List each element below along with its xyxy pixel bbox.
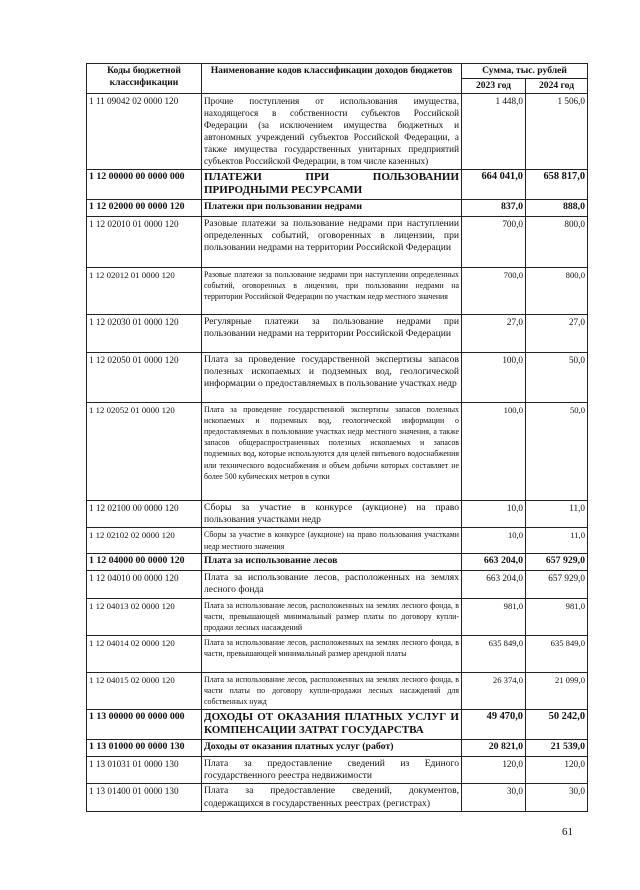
value-2023-cell: 981,0 <box>462 598 526 635</box>
value-2023-cell: 663 204,0 <box>462 570 526 598</box>
name-cell: Доходы от оказания платных услуг (работ) <box>202 739 462 756</box>
value-2024-cell: 658 817,0 <box>526 169 588 199</box>
table-row <box>87 570 588 598</box>
table-row <box>87 352 588 402</box>
code-cell: 1 12 02012 01 0000 120 <box>87 267 202 314</box>
code-cell: 1 12 02000 00 0000 120 <box>87 199 202 216</box>
value-2023-cell: 837,0 <box>462 199 526 216</box>
value-2024-cell: 635 849,0 <box>526 635 588 672</box>
table-row <box>87 672 588 709</box>
code-cell: 1 12 02102 02 0000 120 <box>87 528 202 553</box>
value-2024-cell: 120,0 <box>526 756 588 784</box>
name-cell: ДОХОДЫ ОТ ОКАЗАНИЯ ПЛАТНЫХ УСЛУГ И КОМПЕНСАЦИИ ЗАТРАТ ГОСУДАРСТВА <box>202 709 462 739</box>
table-row <box>87 598 588 635</box>
value-2023-cell: 700,0 <box>462 216 526 267</box>
name-cell: ПЛАТЕЖИ ПРИ ПОЛЬЗОВАНИИ ПРИРОДНЫМИ РЕСУРСАМИ <box>202 169 462 199</box>
value-2023-cell: 30,0 <box>462 784 526 812</box>
code-cell: 1 12 00000 00 0000 000 <box>87 169 202 199</box>
table-row <box>87 635 588 672</box>
code-cell: 1 12 04010 00 0000 120 <box>87 570 202 598</box>
header-year-2024: 2024 год <box>526 79 588 94</box>
table-row <box>87 553 588 570</box>
name-cell: Разовые платежи за пользование недрами при наступлении определенных событий, оговоренных в лицензии, при пользовании недрами на территории Российской Федерации по участкам недр местного значения <box>202 267 462 314</box>
value-2024-cell: 30,0 <box>526 784 588 812</box>
value-2024-cell: 21 539,0 <box>526 739 588 756</box>
name-cell: Плата за предоставление сведений из Единого государственного реестра недвижимости <box>202 756 462 784</box>
header-sum: Сумма, тыс. рублей <box>462 64 588 79</box>
value-2023-cell: 27,0 <box>462 314 526 352</box>
table-row <box>87 267 588 314</box>
table-row <box>87 528 588 553</box>
code-cell: 1 13 01400 01 0000 130 <box>87 784 202 812</box>
code-cell: 1 12 02030 01 0000 120 <box>87 314 202 352</box>
value-2023-cell: 635 849,0 <box>462 635 526 672</box>
code-cell: 1 12 04015 02 0000 120 <box>87 672 202 709</box>
name-cell: Прочие поступления от использования имущества, находящегося в собственности субъектов Российской Федерации (за исключением имущества бюджетных и автономных учреждений субъектов Российской Федерации, а также имущества государственных унитарных предприятий субъектов Российской Федерации, в том числе казенных) <box>202 94 462 170</box>
value-2024-cell: 981,0 <box>526 598 588 635</box>
name-cell: Плата за проведение государственной экспертизы запасов полезных ископаемых и подземных вод, геологической информации о предоставляемых в пользование участках недр <box>202 352 462 402</box>
table-row <box>87 169 588 199</box>
name-cell: Разовые платежи за пользование недрами при наступлении определенных событий, оговоренных в лицензии, при пользовании недрами на территории Российской Федерации <box>202 216 462 267</box>
value-2024-cell: 50,0 <box>526 402 588 500</box>
table-row <box>87 199 588 216</box>
value-2024-cell: 800,0 <box>526 216 588 267</box>
table-row <box>87 500 588 528</box>
value-2024-cell: 21 099,0 <box>526 672 588 709</box>
value-2024-cell: 11,0 <box>526 500 588 528</box>
value-2023-cell: 10,0 <box>462 528 526 553</box>
code-cell: 1 12 02052 01 0000 120 <box>87 402 202 500</box>
table-row <box>87 739 588 756</box>
value-2023-cell: 10,0 <box>462 500 526 528</box>
value-2024-cell: 888,0 <box>526 199 588 216</box>
value-2024-cell: 657 929,0 <box>526 570 588 598</box>
name-cell: Плата за проведение государственной экспертизы запасов полезных ископаемых и подземных вод, геологической информации о предоставляемых в пользование участках недр местного значения, а также запасов общераспространенных полезных ископаемых и запасов подземных вод, которые используются для целей питьевого водоснабжения или технического водоснабжения и объем добычи которых составляет не более 500 кубических метров в сутки <box>202 402 462 500</box>
name-cell: Плата за использование лесов, расположенных на землях лесного фонда, в части платы по договору купли-продажи лесных насаждений для собственных нужд <box>202 672 462 709</box>
value-2023-cell: 120,0 <box>462 756 526 784</box>
code-cell: 1 11 09042 02 0000 120 <box>87 94 202 170</box>
value-2024-cell: 1 506,0 <box>526 94 588 170</box>
table-row <box>87 94 588 170</box>
code-cell: 1 13 00000 00 0000 000 <box>87 709 202 739</box>
value-2023-cell: 26 374,0 <box>462 672 526 709</box>
code-cell: 1 12 02100 00 0000 120 <box>87 500 202 528</box>
header-names: Наименование кодов классификации доходов бюджетов <box>202 64 462 94</box>
value-2024-cell: 657 929,0 <box>526 553 588 570</box>
table-header-row <box>87 64 588 79</box>
code-cell: 1 12 04013 02 0000 120 <box>87 598 202 635</box>
name-cell: Плата за предоставление сведений, документов, содержащихся в государственных реестрах (регистрах) <box>202 784 462 812</box>
value-2023-cell: 49 470,0 <box>462 709 526 739</box>
name-cell: Сборы за участие в конкурсе (аукционе) на право пользования участками недр местного значения <box>202 528 462 553</box>
page-number: 61 <box>562 826 573 838</box>
name-cell: Плата за использование лесов <box>202 553 462 570</box>
table-body <box>87 94 588 812</box>
name-cell: Платежи при пользовании недрами <box>202 199 462 216</box>
header-codes: Коды бюджетной классификации <box>87 64 202 94</box>
value-2023-cell: 663 204,0 <box>462 553 526 570</box>
value-2023-cell: 100,0 <box>462 402 526 500</box>
name-cell: Плата за использование лесов, расположенных на землях лесного фонда <box>202 570 462 598</box>
value-2024-cell: 50,0 <box>526 352 588 402</box>
table-row <box>87 784 588 812</box>
value-2024-cell: 800,0 <box>526 267 588 314</box>
table-row <box>87 314 588 352</box>
value-2024-cell: 50 242,0 <box>526 709 588 739</box>
code-cell: 1 12 04000 00 0000 120 <box>87 553 202 570</box>
value-2023-cell: 20 821,0 <box>462 739 526 756</box>
name-cell: Сборы за участие в конкурсе (аукционе) на право пользования участками недр <box>202 500 462 528</box>
value-2023-cell: 100,0 <box>462 352 526 402</box>
revenue-table <box>86 63 588 812</box>
name-cell: Регулярные платежи за пользование недрами при пользовании недрами на территории Российской Федерации <box>202 314 462 352</box>
header-year-2023: 2023 год <box>462 79 526 94</box>
code-cell: 1 13 01031 01 0000 130 <box>87 756 202 784</box>
name-cell: Плата за использование лесов, расположенных на землях лесного фонда, в части, превышающей минимальный размер платы по договору купли-продажи лесных насаждений <box>202 598 462 635</box>
value-2024-cell: 27,0 <box>526 314 588 352</box>
code-cell: 1 13 01000 00 0000 130 <box>87 739 202 756</box>
value-2023-cell: 1 448,0 <box>462 94 526 170</box>
code-cell: 1 12 02050 01 0000 120 <box>87 352 202 402</box>
value-2023-cell: 664 041,0 <box>462 169 526 199</box>
table-row <box>87 709 588 739</box>
table-row <box>87 402 588 500</box>
code-cell: 1 12 02010 01 0000 120 <box>87 216 202 267</box>
value-2024-cell: 11,0 <box>526 528 588 553</box>
name-cell: Плата за использование лесов, расположенных на землях лесного фонда, в части, превышающей минимальный размер арендной платы <box>202 635 462 672</box>
value-2023-cell: 700,0 <box>462 267 526 314</box>
code-cell: 1 12 04014 02 0000 120 <box>87 635 202 672</box>
table-row <box>87 756 588 784</box>
table-row <box>87 216 588 267</box>
